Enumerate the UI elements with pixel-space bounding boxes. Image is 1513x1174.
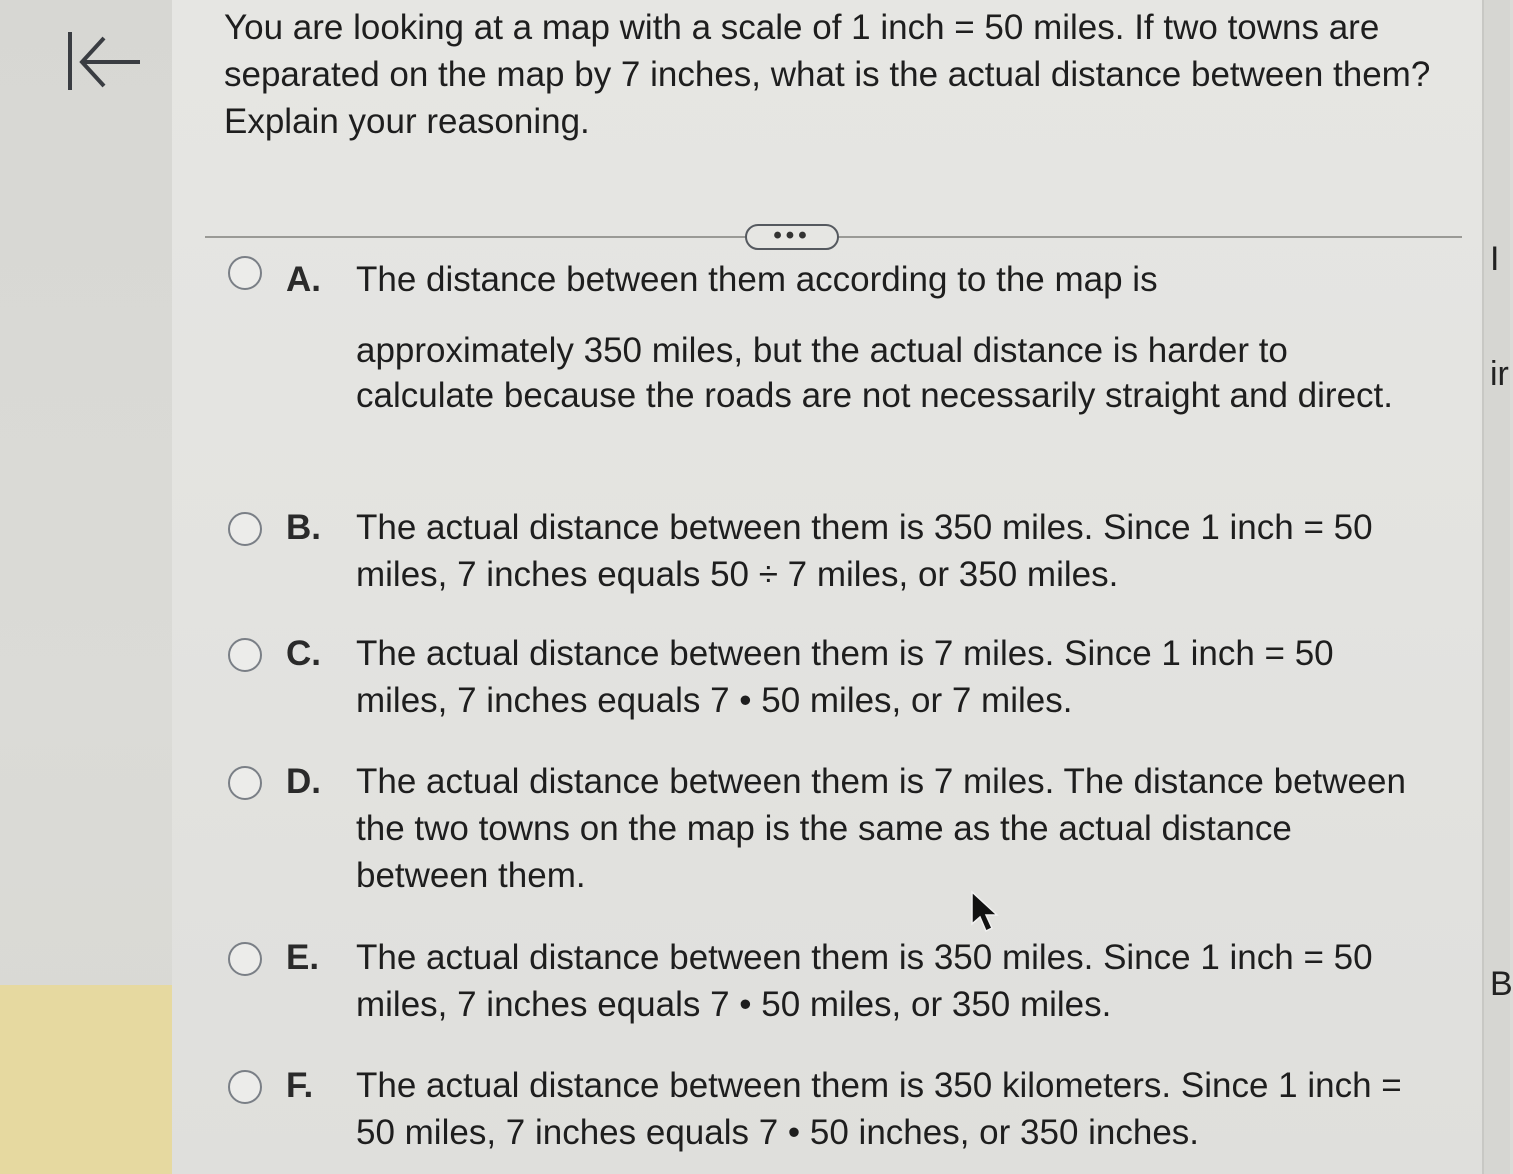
option-letter: E. <box>286 938 320 977</box>
mouse-pointer-icon <box>970 890 1000 934</box>
right-edge-panel <box>1482 0 1513 1174</box>
option-a-clipped-line <box>226 260 1426 324</box>
option-d-text: The actual distance between them is 7 miles. The distance between the two towns on the map is the same as the actual distance between them. <box>356 762 1406 895</box>
option-e-text: The actual distance between them is 350 miles. Since 1 inch = 50 miles, 7 inches equals 7 • 50 miles, or 350 miles. <box>356 938 1373 1024</box>
option-letter: C. <box>286 634 321 673</box>
option-letter: D. <box>286 762 321 801</box>
radio-option-c[interactable] <box>228 638 262 672</box>
radio-option-e[interactable] <box>228 942 262 976</box>
radio-option-a[interactable] <box>228 256 262 290</box>
option-a-text: approximately 350 miles, but the actual distance is harder to calculate because the roads are not necessarily straight and direct. <box>356 331 1393 415</box>
right-edge-text-2: ir <box>1490 355 1509 393</box>
back-to-start-button[interactable] <box>60 26 144 96</box>
expand-more-button[interactable]: ••• <box>745 224 839 250</box>
option-a-text-line1: The distance between them according to the map is <box>356 260 1158 299</box>
highlight-region <box>0 985 172 1174</box>
radio-option-b[interactable] <box>228 512 262 546</box>
option-letter: A. <box>286 260 321 299</box>
radio-option-f[interactable] <box>228 1070 262 1104</box>
back-to-start-icon <box>60 26 144 96</box>
option-f-text: The actual distance between them is 350 kilometers. Since 1 inch = 50 miles, 7 inches equals 7 • 50 inches, or 350 inches. <box>356 1066 1402 1152</box>
right-edge-text-3: B <box>1490 965 1513 1003</box>
option-c-text: The actual distance between them is 7 miles. Since 1 inch = 50 miles, 7 inches equals 7 • 50 miles, or 7 miles. <box>356 634 1334 720</box>
right-edge-text-1: I <box>1490 240 1500 278</box>
option-b-text: The actual distance between them is 350 miles. Since 1 inch = 50 miles, 7 inches equals 50 ÷ 7 miles, or 350 miles. <box>356 508 1373 594</box>
left-sidebar <box>0 0 174 1174</box>
option-letter: B. <box>286 508 321 547</box>
option-letter: F. <box>286 1066 314 1105</box>
question-text: You are looking at a map with a scale of 1 inch = 50 miles. If two towns are separated on the map by 7 inches, what is the actual distance between them? Explain your reasoning. <box>224 8 1431 141</box>
radio-option-d[interactable] <box>228 766 262 800</box>
